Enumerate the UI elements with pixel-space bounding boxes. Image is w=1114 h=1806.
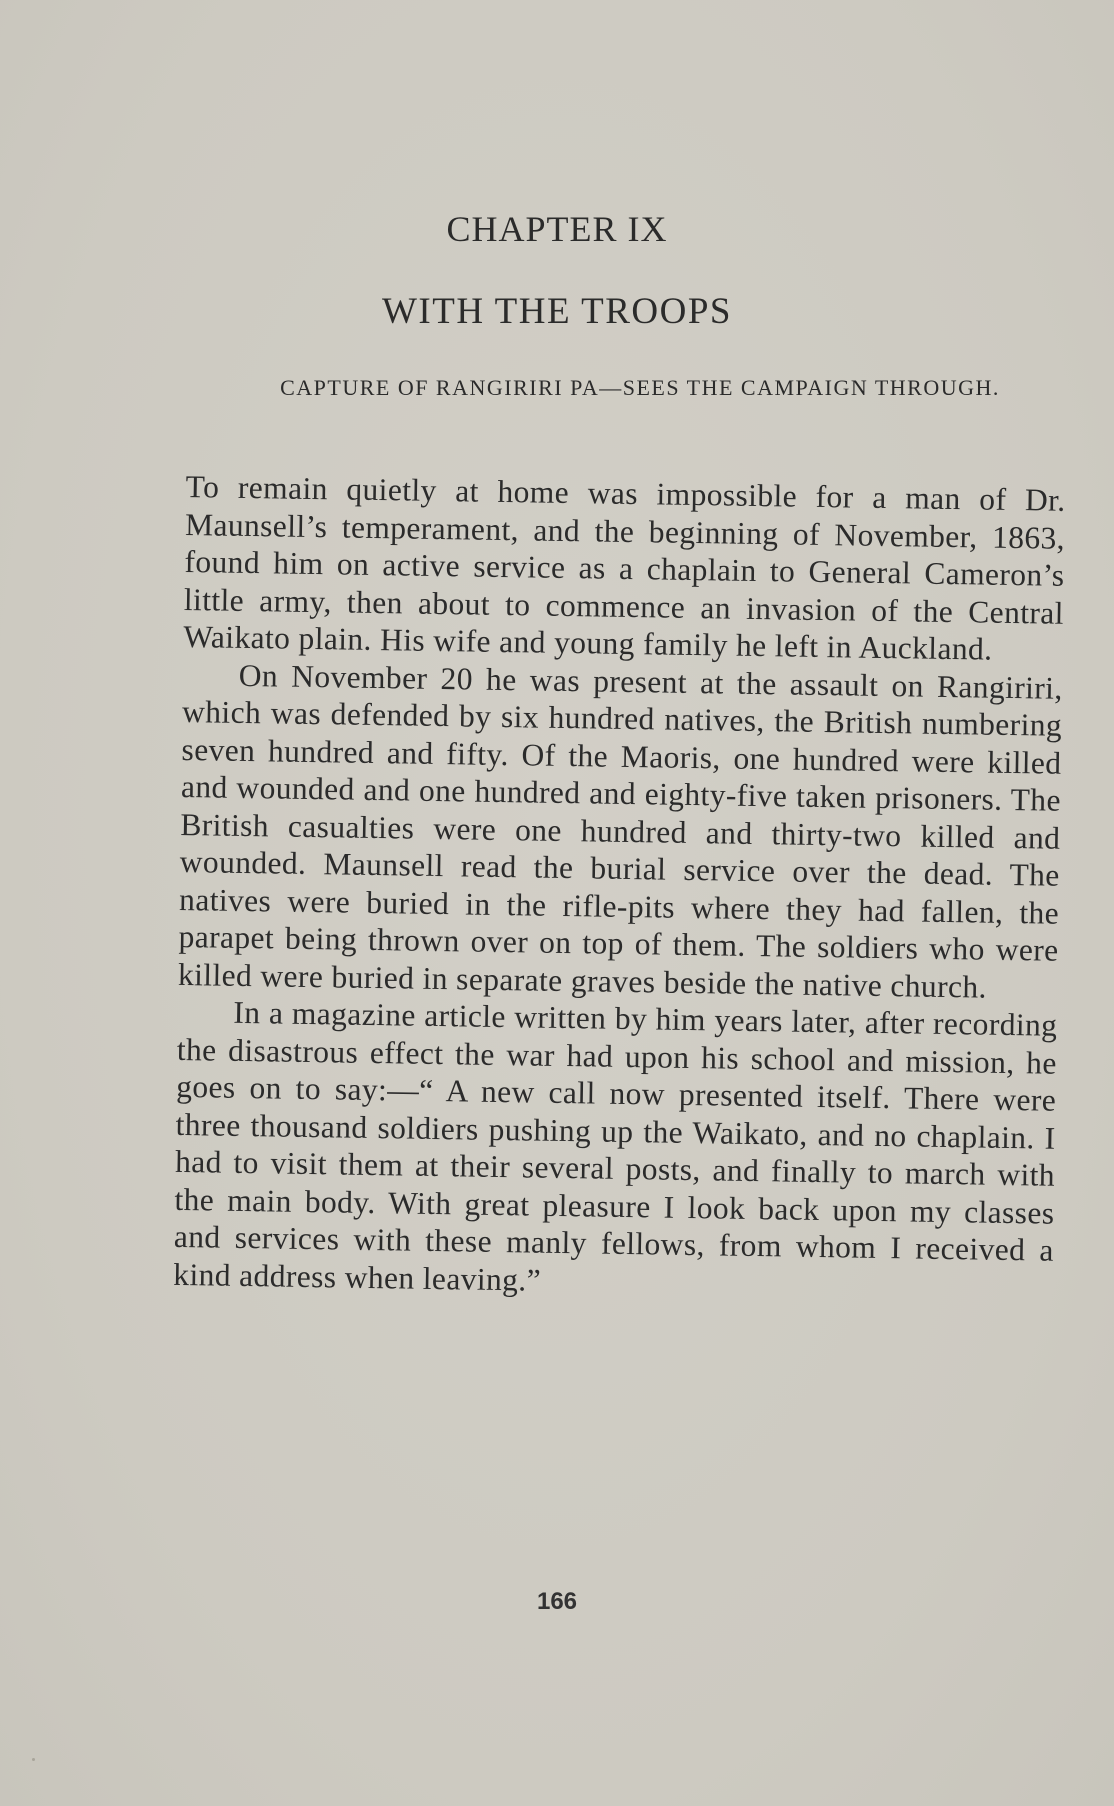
paper-speck <box>32 1758 35 1761</box>
body-text <box>173 468 1066 1307</box>
paragraph: On November 20 he was present at the assault on Rangiriri, which was defended by six hundred natives, the British numbering seven hundred and fifty. Of the Maoris, one hundred were killed and wounded and one hundred and eighty-five taken prisoners. The British casualties were one hundred and thirty-two killed and wounded. Maunsell read the burial service over the dead. The natives were buried in the rifle-pits where they had fallen, the parapet being thrown over on top of them. The soldiers who were killed were buried in separate graves beside the native church. <box>177 657 1063 1005</box>
chapter-heading: CHAPTER IX <box>446 209 668 249</box>
paragraph: To remain quietly at home was impossible for a man of Dr. Maunsell’s temperament, and the beginning of November, 1863, found him on active service as a chaplain to General Cameron’s little army, then about to commence an invasion of the Central Waikato plain. His wife and young family he left in Auckland. <box>183 468 1066 667</box>
paragraph: In a magazine article written by him years later, after recording the disastrous effect the war had upon his school and mission, he goes on to say:—“ A new call now presented itself. There were three thousand soldiers pushing up the Waikato, and no chaplain. I had to visit them at their several posts, and finally to march with the main body. With great pleasure I look back upon my classes and services with these manly fellows, from whom I received a kind address when leaving.” <box>173 994 1058 1298</box>
chapter-subtitle: CAPTURE OF RANGIRIRI PA—SEES THE CAMPAIGN THROUGH. <box>280 375 1000 400</box>
page-number: 166 <box>536 1588 578 1615</box>
chapter-title: WITH THE TROOPS <box>381 291 733 332</box>
